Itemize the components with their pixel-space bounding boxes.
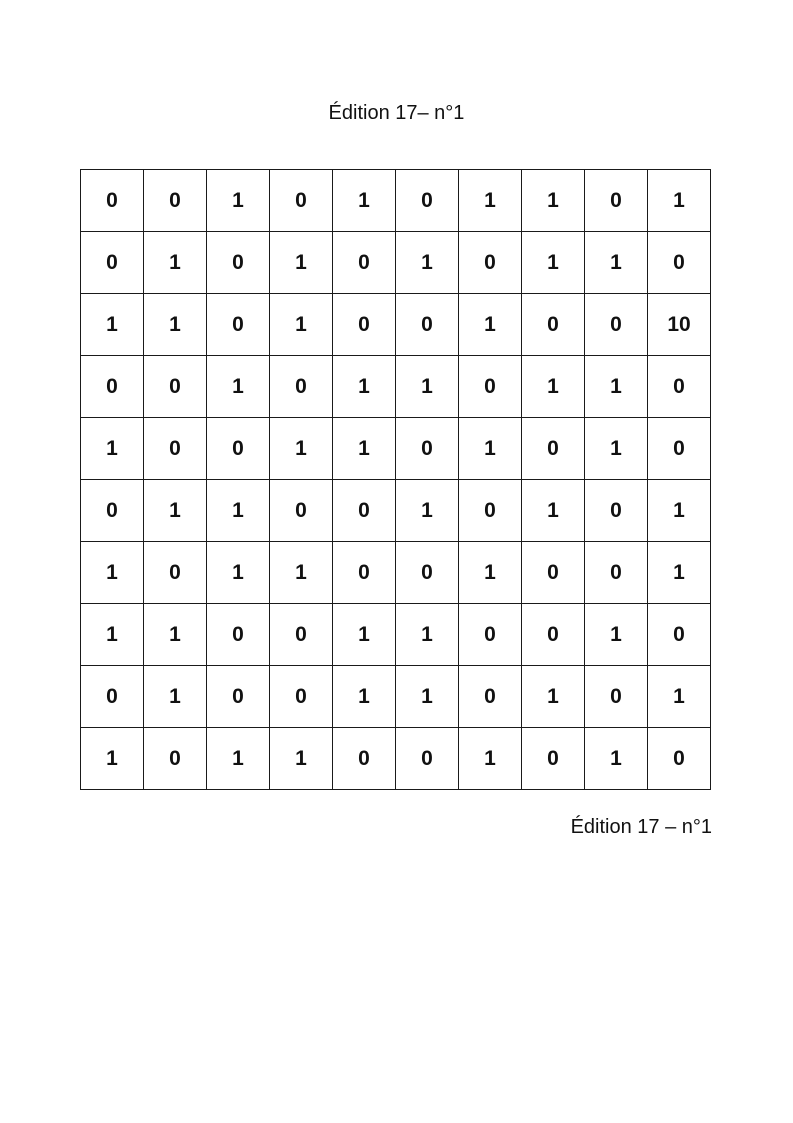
grid-cell: 1 (522, 480, 585, 542)
grid-cell: 1 (522, 170, 585, 232)
grid-cell: 1 (81, 604, 144, 666)
grid-cell: 1 (144, 232, 207, 294)
grid-cell: 1 (207, 170, 270, 232)
grid-row (81, 604, 711, 666)
grid-cell: 0 (333, 542, 396, 604)
grid-cell: 1 (459, 294, 522, 356)
grid-cell: 1 (396, 604, 459, 666)
grid-cell: 0 (81, 232, 144, 294)
grid-cell: 1 (207, 728, 270, 790)
grid-cell: 1 (522, 232, 585, 294)
grid-cell: 0 (396, 418, 459, 480)
grid-cell: 0 (144, 542, 207, 604)
grid-cell: 10 (648, 294, 711, 356)
grid-cell: 1 (522, 356, 585, 418)
grid-cell: 1 (333, 604, 396, 666)
grid-cell: 0 (648, 728, 711, 790)
grid-cell: 1 (81, 294, 144, 356)
binary-grid-table (80, 169, 711, 790)
grid-cell: 1 (144, 480, 207, 542)
grid-cell: 1 (144, 666, 207, 728)
grid-cell: 0 (396, 294, 459, 356)
grid-cell: 1 (459, 170, 522, 232)
grid-cell: 0 (522, 542, 585, 604)
grid-cell: 0 (144, 356, 207, 418)
grid-cell: 1 (459, 728, 522, 790)
grid-cell: 0 (396, 728, 459, 790)
grid-row (81, 542, 711, 604)
grid-cell: 0 (522, 728, 585, 790)
grid-cell: 0 (585, 294, 648, 356)
grid-cell: 0 (81, 480, 144, 542)
grid-cell: 1 (333, 666, 396, 728)
grid-cell: 1 (333, 356, 396, 418)
footer-caption: Édition 17 – n°1 (570, 816, 712, 838)
grid-cell: 0 (333, 480, 396, 542)
grid-cell: 1 (648, 542, 711, 604)
grid-cell: 0 (81, 170, 144, 232)
grid-cell: 1 (648, 480, 711, 542)
grid-cell: 1 (333, 170, 396, 232)
grid-cell: 0 (522, 294, 585, 356)
grid-cell: 0 (459, 666, 522, 728)
grid-cell: 0 (333, 232, 396, 294)
binary-grid-body (81, 170, 711, 790)
grid-cell: 1 (270, 728, 333, 790)
grid-cell: 1 (81, 418, 144, 480)
grid-cell: 0 (648, 418, 711, 480)
grid-cell: 0 (396, 170, 459, 232)
grid-cell: 1 (333, 418, 396, 480)
grid-cell: 0 (459, 232, 522, 294)
grid-cell: 0 (207, 294, 270, 356)
grid-cell: 1 (396, 480, 459, 542)
grid-cell: 1 (144, 604, 207, 666)
grid-cell: 0 (270, 356, 333, 418)
grid-cell: 1 (648, 170, 711, 232)
grid-row (81, 480, 711, 542)
grid-cell: 1 (459, 418, 522, 480)
grid-row (81, 418, 711, 480)
grid-cell: 0 (522, 418, 585, 480)
grid-row (81, 728, 711, 790)
grid-cell: 1 (585, 232, 648, 294)
grid-cell: 1 (396, 666, 459, 728)
grid-cell: 1 (207, 356, 270, 418)
grid-cell: 1 (459, 542, 522, 604)
grid-cell: 0 (459, 356, 522, 418)
grid-cell: 1 (396, 356, 459, 418)
grid-cell: 1 (585, 604, 648, 666)
grid-row (81, 356, 711, 418)
grid-cell: 0 (207, 232, 270, 294)
grid-cell: 0 (648, 356, 711, 418)
grid-cell: 0 (459, 480, 522, 542)
grid-cell: 1 (207, 542, 270, 604)
grid-cell: 0 (585, 666, 648, 728)
grid-cell: 0 (648, 604, 711, 666)
grid-cell: 0 (81, 356, 144, 418)
grid-cell: 0 (81, 666, 144, 728)
grid-cell: 1 (144, 294, 207, 356)
grid-cell: 1 (270, 232, 333, 294)
grid-cell: 0 (585, 170, 648, 232)
grid-cell: 1 (522, 666, 585, 728)
grid-cell: 1 (81, 728, 144, 790)
grid-cell: 0 (144, 418, 207, 480)
grid-cell: 1 (585, 418, 648, 480)
grid-cell: 0 (333, 728, 396, 790)
grid-cell: 1 (270, 418, 333, 480)
grid-cell: 0 (207, 418, 270, 480)
grid-cell: 0 (207, 604, 270, 666)
grid-cell: 0 (270, 480, 333, 542)
grid-cell: 0 (585, 542, 648, 604)
grid-cell: 1 (585, 728, 648, 790)
page-title: Édition 17– n°1 (328, 102, 465, 124)
grid-cell: 0 (207, 666, 270, 728)
grid-cell: 0 (144, 728, 207, 790)
grid-cell: 1 (270, 294, 333, 356)
grid-row (81, 170, 711, 232)
grid-cell: 1 (270, 542, 333, 604)
grid-cell: 1 (648, 666, 711, 728)
grid-cell: 1 (585, 356, 648, 418)
grid-cell: 0 (144, 170, 207, 232)
grid-row (81, 666, 711, 728)
grid-cell: 0 (585, 480, 648, 542)
grid-cell: 0 (270, 604, 333, 666)
grid-cell: 1 (207, 480, 270, 542)
grid-cell: 0 (396, 542, 459, 604)
grid-cell: 0 (522, 604, 585, 666)
grid-row (81, 232, 711, 294)
grid-cell: 0 (333, 294, 396, 356)
grid-row (81, 294, 711, 356)
grid-cell: 0 (270, 170, 333, 232)
grid-cell: 0 (270, 666, 333, 728)
grid-cell: 1 (396, 232, 459, 294)
grid-cell: 0 (648, 232, 711, 294)
grid-cell: 1 (81, 542, 144, 604)
grid-cell: 0 (459, 604, 522, 666)
